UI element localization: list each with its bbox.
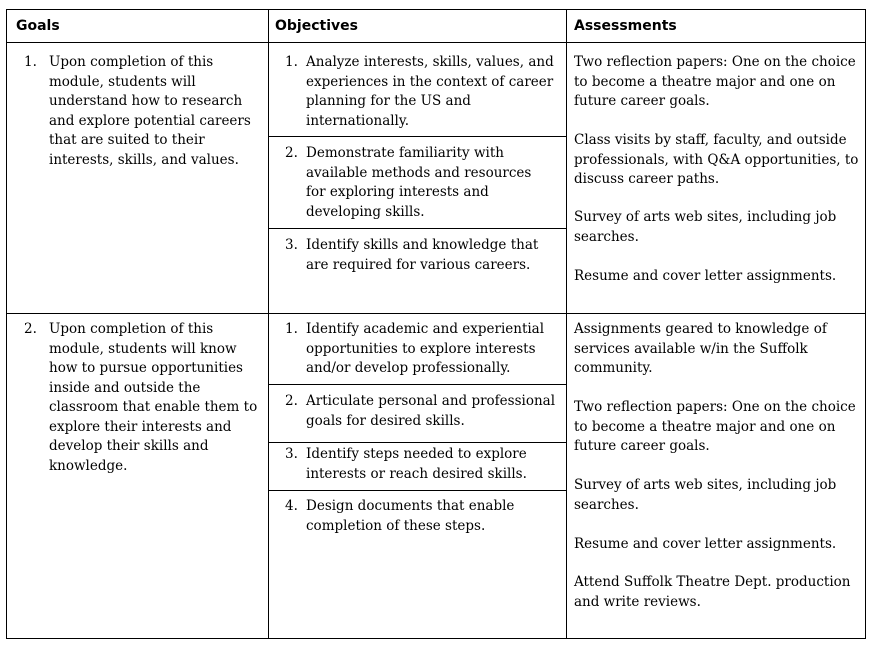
assessment-item: Two reflection papers: One on the choice to become a theatre major and one on future career goals. bbox=[574, 399, 856, 454]
assessment-item: Resume and cover letter assignments. bbox=[574, 536, 837, 552]
assessment-item: Class visits by staff, faculty, and outside professionals, with Q&A opportunities, to discuss career paths. bbox=[574, 132, 859, 187]
assessment-item: Survey of arts web sites, including job searches. bbox=[574, 209, 837, 245]
outcomes-table bbox=[6, 9, 866, 639]
header-goals: Goals bbox=[16, 18, 60, 34]
assessment-item: Resume and cover letter assignments. bbox=[574, 268, 837, 284]
objective-divider bbox=[268, 228, 566, 229]
goal-text: Upon completion of this module, students will know how to pursue opportunities inside and outside the classroom that enable them to explore their interests and develop their skills and knowledge. bbox=[49, 321, 258, 474]
header-divider bbox=[7, 42, 865, 43]
objective-number: 1. bbox=[285, 54, 298, 70]
objective-number: 1. bbox=[285, 321, 298, 337]
header-objectives: Objectives bbox=[275, 18, 358, 34]
column-divider bbox=[268, 10, 269, 638]
objective-number: 4. bbox=[285, 498, 298, 514]
objective-divider bbox=[268, 384, 566, 385]
objective-text: Identify skills and knowledge that are required for various careers. bbox=[306, 237, 539, 273]
column-divider bbox=[566, 10, 567, 638]
row-divider bbox=[7, 313, 865, 314]
objective-divider bbox=[268, 442, 566, 443]
objective-text: Identify academic and experiential opportunities to explore interests and/or develop professionally. bbox=[306, 321, 545, 376]
assessment-item: Assignments geared to knowledge of services available w/in the Suffolk community. bbox=[574, 321, 827, 376]
objective-divider bbox=[268, 490, 566, 491]
objective-divider bbox=[268, 136, 566, 137]
objective-text: Identify steps needed to explore interests or reach desired skills. bbox=[306, 446, 527, 482]
goal-text: Upon completion of this module, students will understand how to research and explore potential careers that are suited to their interests, skills, and values. bbox=[49, 54, 251, 168]
objective-text: Demonstrate familiarity with available methods and resources for exploring interests and developing skills. bbox=[306, 145, 532, 220]
goal-number: 1. bbox=[24, 54, 37, 70]
objective-text: Design documents that enable completion of these steps. bbox=[306, 498, 515, 534]
assessment-item: Two reflection papers: One on the choice to become a theatre major and one on future career goals. bbox=[574, 54, 856, 109]
objective-text: Analyze interests, skills, values, and experiences in the context of career planning for the US and internationally. bbox=[306, 54, 554, 129]
objective-number: 2. bbox=[285, 393, 298, 409]
header-assessments: Assessments bbox=[574, 18, 677, 34]
objective-number: 3. bbox=[285, 446, 298, 462]
assessment-item: Survey of arts web sites, including job searches. bbox=[574, 477, 837, 513]
objective-text: Articulate personal and professional goals for desired skills. bbox=[306, 393, 556, 429]
objective-number: 2. bbox=[285, 145, 298, 161]
goal-number: 2. bbox=[24, 321, 37, 337]
assessment-item: Attend Suffolk Theatre Dept. production and write reviews. bbox=[574, 574, 851, 610]
objective-number: 3. bbox=[285, 237, 298, 253]
